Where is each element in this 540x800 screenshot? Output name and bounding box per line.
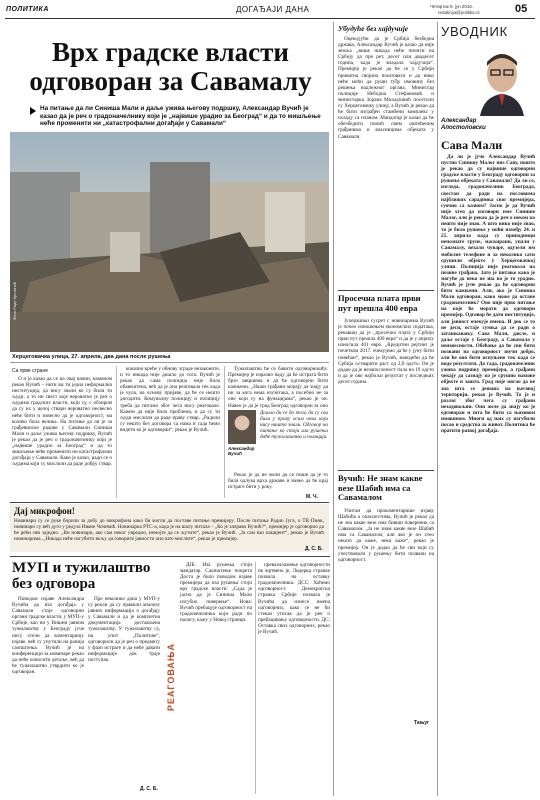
mup-col1-text: Поводом изјаве Александра Вучића да иза догађаја у Савамали стоје одговорни органи градске власти, у МУП-у Србије, као ни у Вишем јавном тужилаштву у Београду јуче нису хтели да коментаришу изјаве, већ су упутили на ранија саопштења. Вучић је на конференцији за новинаре рекао да неће износити детаље, већ да ће тужилаштво утврдити ко је одговоран. [12, 596, 84, 676]
editorial-divider [437, 22, 438, 796]
article-lead: На питање да ли Синиша Мали и даље ужива његову подршку, Александар Вучић је казао да је реч о градоначелнику који је „највише урадио за Београд“ и да то мишљење неће променити ни „катастрофални догађаји у Савамали“ [40, 105, 321, 128]
author-portrait-image [472, 44, 532, 116]
section-label: ДОГАЂАЈИ ДАНА [236, 5, 310, 14]
article-col2 [120, 366, 220, 500]
main-photo [10, 132, 329, 352]
article-col3 [228, 366, 328, 408]
article-col3-tail-text: Рекао је да не жели да се пише да је то била одлука врха државе и навео да ће крај истраге бити у року. [228, 472, 328, 491]
mic-rule [10, 502, 329, 503]
salary-rule [338, 290, 434, 291]
article-col1 [12, 376, 112, 500]
mup-rule [10, 556, 330, 557]
salary-box-title: Просечна плата први пут прешла 400 евра [338, 293, 421, 313]
right-article-title: Убудуће без хајдучије [338, 24, 409, 33]
reactions-label-text: РЕАГОВАЊА [166, 642, 176, 712]
header-rule [5, 18, 535, 19]
page-number: 05 [515, 3, 528, 15]
article-col3-tail [228, 472, 328, 494]
microphone-signature: Д. С. Б. [305, 546, 323, 552]
mup-headline [12, 560, 162, 592]
salary-box-paragraph: Јучерашњи сусрет с новинарима Вучић је почео изношењем економских података, рекавши да је „просечна плата у Србији први пут прешла 400 евра“ и да је у априлу износила 401 евро. „Кредитни рејтинг је почетком 2017. очекујемо да ће у јуну бити повећан“, рекао је Вучић, наводећи да ће Србија остварити раст од 2,8 одсто. Он је додао да је незапосленост пала на 19 одсто и да је ово најбољи резултат у последњих десет година. [338, 318, 434, 385]
microphone-text: Новинари су се руке борили за добу до микрофона какo би могли да поставе питање премијеру. После питања Радио Југа, о ТВ Пинк, новинари су већ дуго у редуза Иване Чочевић. Новинарка РТС-а, када је на шалу питала – „Ко је заправо Вучић?“, премијер је одговорио да ће рећи сви заједно. „Ви новинари, ако сам неког увредио, немојте да се љутите“, рекао је Вучић. „Ја сам као пацијент“, рекао је Вучић новинарима. „Никада неће изгубити вољу да говорите јавности оно што мислите“, рекао је премијер. [14, 518, 324, 543]
photo-caption: Херцеговачка улица, 27. априла, два дана после рушења [12, 354, 171, 360]
right-article-paragraph: Оцењујући да је Србија безбедна држава, Александар Вучић је казао да није земља „више никада неће пичити на Србију да пре рет, десет или двадесет година, када је владала хајдучија“. Премијер је рекао да ће се у Србији приватна својина поштовати и да нико неће моћи да руши туђу имовину без решења надлежног органа. Министар полиције Небојша Стефановић и министарка Зорана Михајловић посетили су Херцеговачку улицу, а Вучић је рекао да ће бити изграђен стамбени комплекс у складу са планом. Мандатар је казао да ће обезбедити помоћ свим оштећеним грађанима и власницима објеката у Савамали. [338, 36, 434, 140]
headline-line1: Врх градске власти [52, 37, 289, 67]
main-headline [18, 38, 323, 96]
editorial-author: Александар Апостоловски [441, 118, 486, 131]
mup-signature: Д. С. Б. [140, 786, 158, 792]
quote-author: Александар Вучић [228, 446, 255, 456]
caption-rule [10, 362, 329, 363]
editorial-paragraph: Да ли је јуче Александар Вучић пустио Синишу Малог низ Саву, пошто је рекао да су највише одговорни градске власти у Београду одговорни за рушење објеката у Савамали? Да ли се, изгледа, градоначелник Београда, свестан да ради на пословима најближих сарадника свог премијера, суочио са казном? Јасно је да Вучић није хтео да изговори име Синише Малог, али је рекао да је реч о неком ко нешто није знао. А што нико није знао, то је било рушење у ноћи између 24. и 25. априла када су припадници непознате групе, маскирани, упали у Савамалу, везали чуваре, одузели им мобилне телефоне и за неколико сати срушили објекте у Херцеговачкој улици. Полиција није реаговала на позиве грађана. Зато је питање како је могуће да неко не зна ко је то урадио. Вучић је јуче рекао да ће одговорни бити кажњени. Али, ако је Синиша Мали одговоран, како може да остане градоначелник? Ово није прво питање на које ће морати да одговори премијер. Одговор ће дати институције, али јавност очекује имена. И док се то не деси, остаје сумња да се ради о заташкавању. Сава Мали, дакле, и даље остаје у Београду, а Савамала у неизвесности. Обећање да ће сви бити позвани на одговорност звучи добро, али ће оно бити испуњено тек када се виде резултати. До тада, градоначелник ужива подршку премијера, а грађани чекају да сазнају ко је срушио њихове објекте и зашто. Град није могао да не зна шта се дешава на његовој територији, рекао је Вучић. То је и разлог због чега су грађани незадовољни. Они желе да знају ко је одговоран и шта ће бити са њиховом имовином. Многи од њих су изгубили посао и средства за живот. Политика ће пратити развој догађаја. [441, 154, 535, 435]
salary-box-text [338, 318, 434, 468]
right-article-signature: Тањуг [414, 720, 430, 726]
mup-headline-line1: МУП и тужилаштво [12, 560, 151, 576]
continued-note: Са прве стране [12, 368, 48, 374]
editorial-title: Сава Мали [441, 138, 503, 152]
mup-col2-text: Пре неколико дана у МУП-у су рекли да су правили анализу јавних информација о догађају у Савамали и да је комплетна документација достављена тужилаштву. У тужилаштву су, на упит „Политике“, одговорили да је реч о предмету у фази истраге и да неће давати информације док траје поступак. [88, 596, 160, 663]
reactions-col2-text: превазилажење одговорности не жртвено је, Лидерка странке позвала на оставку градоначелника. ДСС: Хоћемо одговорност. Демократска странка Србије позвала је Вучића да изнесе имена одговорних, како се не би стекао утисак да је реч о пребацивању одговорности. ДС: Оставка свих одговорних, рекао је Вучић. [258, 562, 330, 636]
quote-portrait [228, 410, 256, 444]
right-article-text [338, 36, 434, 288]
quote-box [228, 410, 328, 470]
editorial-label: УВОДНИК [441, 24, 509, 39]
sabic-title: Вучић: Не знам какве везе Шабић има са Савамалом [338, 473, 423, 502]
newspaper-brand: ПОЛИТИКА [6, 6, 49, 13]
sabic-text [338, 508, 434, 718]
mup-col1 [12, 596, 84, 796]
header-email: redakcija@politika.rs [438, 10, 480, 15]
reactions-col1 [180, 562, 252, 794]
col-divider-2 [224, 366, 225, 498]
lead-bullet [30, 107, 36, 115]
microphone-title: Дај микрофон! [14, 506, 75, 516]
article-col1-text: О н је казао да се на овај начин, наменом рекао Вучић – нити ви ти једна неформална институција, да нису знали ко су били ти људи, а то ни свест које вероватно је реч о људима градских власти, који су, с обзиром да су их у целој ствари вероватно несвесно неће бити и извесно да је одговорност, ма колико била велика. На питање да ли је за грађевинске радове у Савамали Синиша Мали и даље ужива његову подршку, Вучић је рекао да је реч о градоначелнику који је „највише урадио за Београд“ и да то мишљење неће променити ни катастрофални догађаји у Савамали. Како је казао, ради се о људима који су мислили да раде добру ствар. [12, 376, 112, 468]
page-header [0, 0, 540, 20]
photo-credit: Фото Раде Крстинић [12, 282, 17, 321]
quote-text: Дошло би се до тога да су сви били у праву осим оних који нису ништа знали. Одговор на питање ко стоји иза рушења даће тужилаштво и полиција. [260, 410, 328, 441]
reactions-col2 [258, 562, 330, 794]
editorial-text [441, 154, 535, 794]
editorial-author-photo [472, 44, 532, 116]
article-col2-text: кокачно креће у обнову зграде незаконите, и то никада није дошло до тога. Вучић је рекао да сама полиција није била обавештена, већ да је она реаговала тек када је чула, на основу пријаве, да ће се нешто догодити. Комуналну полицију и полицију треба да питамо због чега нису реаговале. Кажем да није било проблема, и да су ти људи мислили да раде праву ствар. „Радили су нешто без договора са нама и сада ћемо видети ко је одговоран“, рекао је Вучић. [120, 366, 220, 433]
reactions-col1-text: ДЈБ: Иза рушења стоји мандатар. Саопштење покрета Доста је било поводом изјаве премијера да иза рушења стоји врх градске власти: „Сада је јасно да је Синиша Мали изгубио поверење“. Нова: Вучић пребацује одговорност на градоначелника који ради по налогу, кажу у Новој странци. [180, 562, 252, 623]
headline-line2: одговоран за Савамалу [29, 66, 312, 96]
mup-headline-line2: без одговора [12, 576, 96, 592]
sabic-rule [338, 470, 434, 471]
reactions-label [164, 562, 178, 792]
mup-col2 [88, 596, 160, 784]
microphone-box [10, 504, 329, 552]
reactions-divider [255, 562, 256, 794]
header-date: Четвртак 9. јун 2016. [430, 4, 474, 9]
col-divider-1 [116, 366, 117, 498]
right-column-divider [333, 22, 334, 796]
article-signature: М. Ч. [306, 494, 318, 500]
article-col3-text: Тужилаштво ће се бавити одговорношћу. Премијер је изразио наду да ће истрага бити брзо завршена и да ће одговорни бити кажњени. „Наши грађани морају да знају да ни за кога нема изузетака, а посебно не за оне који су на функцијама“, рекао је он. Навео је да је град Београд одговоран за оно [228, 366, 328, 408]
demolition-scene-image [10, 132, 329, 352]
sabic-paragraph: Упитан да прокоментарише изјаву Шабића о опасностима, Вучић је рекао да не зна какве везе има бивши повереник са Савамалом. „Ја не знам какве везе Шабић има са Савамалом, али ако је он хтео нешто да каже, нека каже“, рекао је премијер. Он је додао да ће сви који су учествовали у рушењу бити позвани на одговорност. [338, 508, 434, 563]
